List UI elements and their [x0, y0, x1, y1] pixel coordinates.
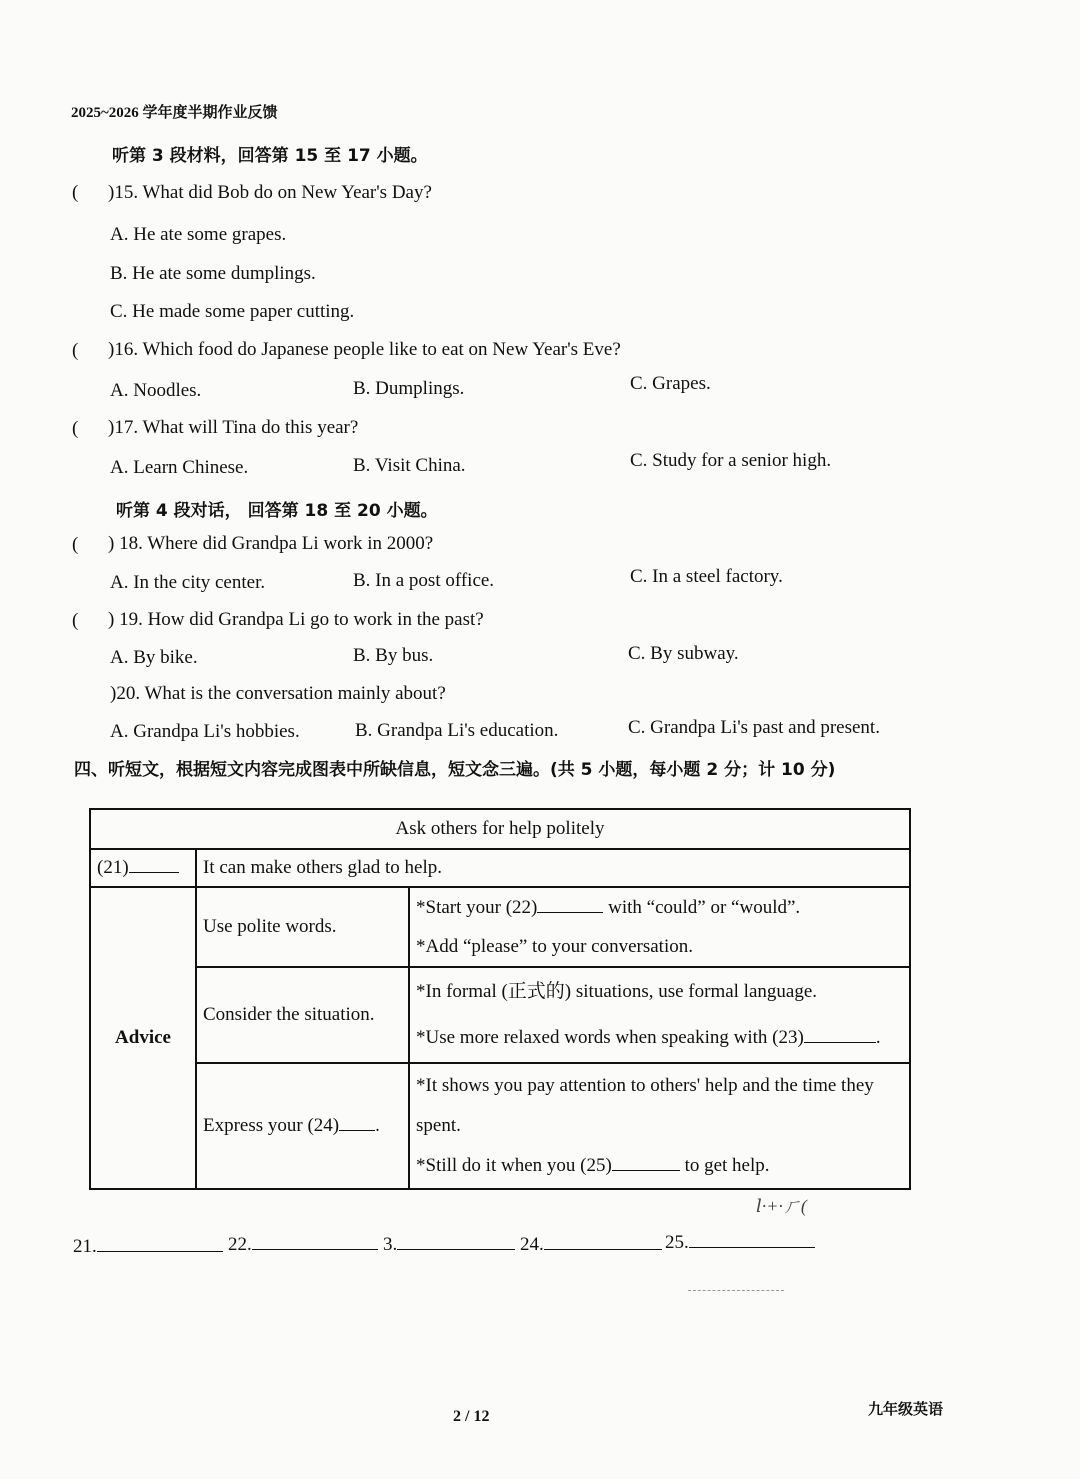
q18-option-a: A. In the city center. — [110, 572, 266, 593]
q20-option-a: A. Grandpa Li's hobbies. — [110, 721, 300, 742]
section4-instruction: 听第 4 段对话， 回答第 18 至 20 小题。 — [116, 501, 438, 521]
q20-option-c: C. Grandpa Li's past and present. — [628, 717, 880, 738]
q16-paren: ( — [72, 340, 79, 361]
q16-text: )16. Which food do Japanese people like to eat on New Year's Eve? — [108, 339, 621, 360]
handwriting-scribble: ⅼ·+·ㄏ( — [756, 1196, 807, 1216]
q18-text: ) 18. Where did Grandpa Li work in 2000? — [108, 533, 434, 554]
answer-22[interactable]: 22. — [228, 1234, 378, 1256]
q19-option-c: C. By subway. — [628, 643, 739, 664]
express-cell: Express your (24) . — [196, 1063, 409, 1189]
q20-option-b: B. Grandpa Li's education. — [355, 720, 559, 741]
subject-label: 九年级英语 — [868, 1400, 944, 1418]
q19-option-a: A. By bike. — [110, 647, 198, 668]
point-spent: spent. — [416, 1115, 461, 1136]
use-polite-words: Use polite words. — [196, 887, 409, 967]
polite-words-points — [409, 887, 910, 967]
advice-label: Advice — [90, 887, 196, 1189]
faint-mark — [688, 1290, 784, 1291]
point-attention: *It shows you pay attention to others' help and the time they — [416, 1075, 874, 1096]
q16-option-c: C. Grapes. — [630, 373, 711, 394]
q17-text: )17. What will Tina do this year? — [108, 417, 359, 438]
q18-paren: ( — [72, 534, 79, 555]
express-points — [409, 1063, 910, 1189]
answer-21[interactable]: 21. — [73, 1236, 223, 1258]
point-23: *Use more relaxed words when speaking with (23) . — [416, 1027, 881, 1048]
q17-paren: ( — [72, 418, 79, 439]
blank-22[interactable] — [537, 911, 603, 913]
blank-21[interactable] — [129, 871, 179, 873]
row1-label-cell — [90, 849, 196, 887]
row1-label: (21) — [97, 857, 129, 878]
term-header: 2025~2026 学年度半期作业反馈 — [71, 105, 278, 121]
answer-25[interactable]: 25. — [665, 1232, 815, 1254]
part4-title: 四、听短文，根据短文内容完成图表中所缺信息，短文念三遍。(共 5 小题，每小题 2 分；计 10 分) — [74, 760, 836, 780]
q15-option-c: C. He made some paper cutting. — [110, 301, 355, 322]
point-formal: *In formal (正式的) situations, use formal language. — [416, 981, 818, 1002]
consider-situation: Consider the situation. — [196, 967, 409, 1063]
blank-23[interactable] — [804, 1041, 876, 1043]
page-number: 2 / 12 — [453, 1408, 490, 1425]
q20-text: )20. What is the conversation mainly about? — [110, 683, 446, 704]
answer-24[interactable]: 24. — [520, 1234, 662, 1256]
express-your-label: Express your (24) — [203, 1115, 340, 1136]
q16-option-a: A. Noodles. — [110, 380, 202, 401]
q19-text: ) 19. How did Grandpa Li go to work in the past? — [108, 609, 484, 630]
q17-option-c: C. Study for a senior high. — [630, 450, 832, 471]
q15-paren: ( — [72, 182, 79, 203]
section3-instruction: 听第 3 段材料，回答第 15 至 17 小题。 — [112, 146, 428, 166]
table-title: Ask others for help politely — [90, 809, 910, 849]
q15-option-a: A. He ate some grapes. — [110, 224, 287, 245]
q17-option-a: A. Learn Chinese. — [110, 457, 249, 478]
point-please: *Add “please” to your conversation. — [416, 936, 693, 957]
blank-25[interactable] — [612, 1169, 680, 1171]
situation-points — [409, 967, 910, 1063]
q15-option-b: B. He ate some dumplings. — [110, 263, 316, 284]
answer-23[interactable]: 3. — [383, 1234, 515, 1256]
info-table — [89, 808, 911, 1190]
q19-paren: ( — [72, 610, 79, 631]
q18-option-b: B. In a post office. — [353, 570, 495, 591]
q19-option-b: B. By bus. — [353, 645, 434, 666]
q16-option-b: B. Dumplings. — [353, 378, 465, 399]
row1-text: It can make others glad to help. — [196, 849, 910, 887]
point-25: *Still do it when you (25) to get help. — [416, 1155, 770, 1176]
q15-text: )15. What did Bob do on New Year's Day? — [108, 182, 432, 203]
q17-option-b: B. Visit China. — [353, 455, 466, 476]
blank-24[interactable] — [339, 1129, 375, 1131]
point-22: *Start your (22) with “could” or “would”. — [416, 897, 801, 918]
q18-option-c: C. In a steel factory. — [630, 566, 783, 587]
